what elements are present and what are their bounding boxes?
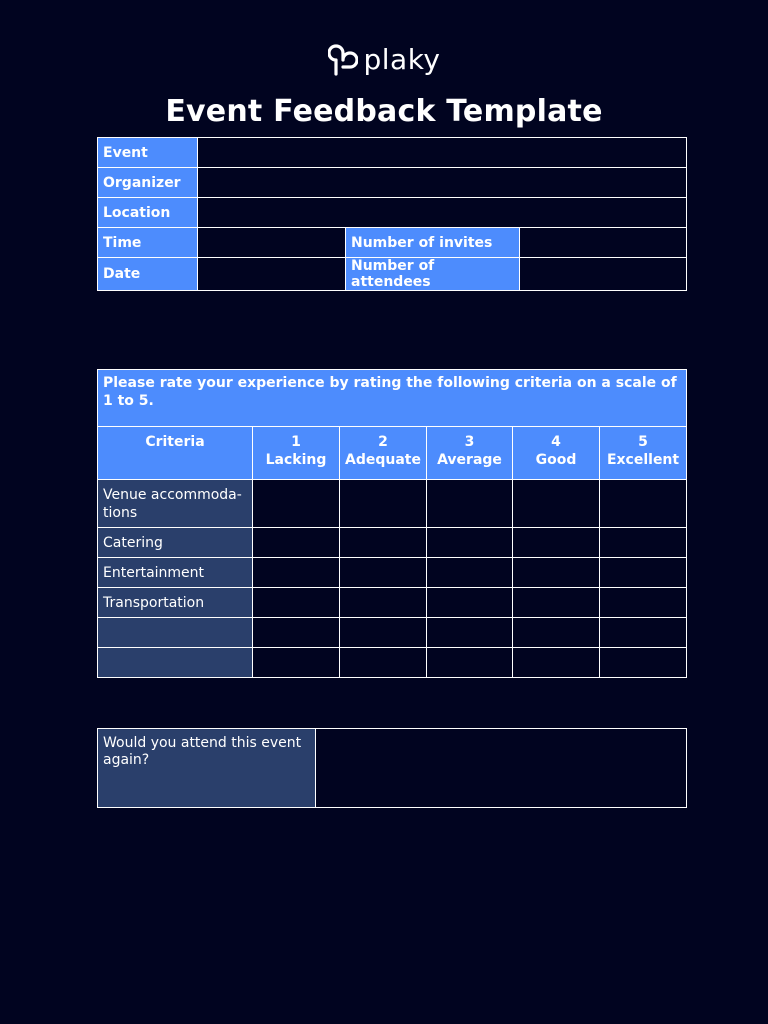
- date-label: Date: [98, 258, 198, 291]
- table-row: [98, 258, 687, 291]
- criteria-header: Criteria: [98, 427, 253, 480]
- rating-cell[interactable]: [340, 558, 427, 588]
- attendees-label: Number of attendees: [346, 258, 520, 291]
- rating-cell[interactable]: [427, 588, 513, 618]
- scale-header-2: [340, 427, 427, 480]
- rating-cell[interactable]: [513, 480, 600, 528]
- scale-label: Good: [535, 452, 577, 468]
- date-field[interactable]: [198, 258, 346, 291]
- attend-again-question: Would you attend this event again?: [98, 729, 316, 808]
- rating-cell[interactable]: [340, 648, 427, 678]
- rating-cell[interactable]: [600, 480, 687, 528]
- scale-number: 3: [464, 434, 475, 450]
- rating-cell[interactable]: [427, 480, 513, 528]
- scale-number: 2: [378, 434, 388, 450]
- table-header-row: [98, 427, 687, 480]
- rating-cell[interactable]: [340, 618, 427, 648]
- rating-cell[interactable]: [253, 648, 340, 678]
- table-row: [98, 228, 687, 258]
- attend-again-table: [97, 728, 687, 808]
- organizer-label: Organizer: [98, 168, 198, 198]
- rating-cell[interactable]: [513, 588, 600, 618]
- table-row: [98, 588, 687, 618]
- attend-again-answer-field[interactable]: [316, 729, 687, 808]
- rating-cell[interactable]: [253, 588, 340, 618]
- scale-label: Average: [437, 452, 502, 468]
- logo: [0, 44, 768, 76]
- rating-cell[interactable]: [513, 558, 600, 588]
- scale-header-3: [427, 427, 513, 480]
- invites-label: Number of invites: [346, 228, 520, 258]
- criteria-cell: [98, 558, 253, 588]
- rating-cell[interactable]: [600, 588, 687, 618]
- event-info-table: [97, 137, 687, 291]
- rating-cell[interactable]: [513, 528, 600, 558]
- event-field[interactable]: [198, 138, 687, 168]
- plaky-logo-icon: [328, 44, 358, 76]
- event-label: Event: [98, 138, 198, 168]
- table-row: [98, 480, 687, 528]
- rating-cell[interactable]: [427, 618, 513, 648]
- table-row: [98, 370, 687, 427]
- attendees-field[interactable]: [520, 258, 687, 291]
- criteria-label: Entertainment: [103, 564, 205, 581]
- rating-cell[interactable]: [427, 558, 513, 588]
- table-row: [98, 558, 687, 588]
- table-row: [98, 528, 687, 558]
- rating-cell[interactable]: [253, 480, 340, 528]
- scale-label: Adequate: [345, 452, 421, 468]
- organizer-field[interactable]: [198, 168, 687, 198]
- rating-table: [97, 369, 687, 678]
- rating-cell[interactable]: [600, 648, 687, 678]
- location-field[interactable]: [198, 198, 687, 228]
- time-field[interactable]: [198, 228, 346, 258]
- rating-cell[interactable]: [513, 648, 600, 678]
- criteria-label: Transportation: [103, 594, 205, 611]
- criteria-cell[interactable]: [98, 648, 253, 678]
- scale-label: Lacking: [265, 452, 327, 468]
- scale-number: 5: [638, 434, 648, 450]
- rating-cell[interactable]: [340, 528, 427, 558]
- location-label: Location: [98, 198, 198, 228]
- table-row: [98, 168, 687, 198]
- logo-text: plaky: [363, 43, 441, 76]
- rating-cell[interactable]: [253, 528, 340, 558]
- invites-field[interactable]: [520, 228, 687, 258]
- rating-cell[interactable]: [340, 588, 427, 618]
- table-row: [98, 729, 687, 808]
- rating-cell[interactable]: [600, 528, 687, 558]
- rating-cell[interactable]: [253, 558, 340, 588]
- criteria-cell: [98, 528, 253, 558]
- rating-cell[interactable]: [427, 528, 513, 558]
- rating-cell[interactable]: [427, 648, 513, 678]
- scale-number: 1: [291, 434, 301, 450]
- rating-cell[interactable]: [600, 558, 687, 588]
- time-label: Time: [98, 228, 198, 258]
- rating-cell[interactable]: [253, 618, 340, 648]
- scale-label: Excellent: [606, 452, 680, 468]
- scale-header-1: [253, 427, 340, 480]
- table-row: [98, 198, 687, 228]
- rating-cell[interactable]: [340, 480, 427, 528]
- criteria-label: Catering: [103, 534, 163, 551]
- rating-cell[interactable]: [513, 618, 600, 648]
- rating-prompt: Please rate your experience by rating the following criteria on a scale of 1 to 5.: [98, 370, 687, 427]
- scale-header-4: [513, 427, 600, 480]
- criteria-cell: [98, 588, 253, 618]
- table-row: [98, 618, 687, 648]
- table-row: [98, 648, 687, 678]
- page-title: Event Feedback Template: [165, 94, 603, 129]
- criteria-label: Venue accommoda-tions: [103, 486, 242, 521]
- criteria-cell: [98, 480, 253, 528]
- scale-number: 4: [551, 434, 561, 450]
- table-row: [98, 138, 687, 168]
- criteria-cell[interactable]: [98, 618, 253, 648]
- rating-cell[interactable]: [600, 618, 687, 648]
- scale-header-5: [600, 427, 687, 480]
